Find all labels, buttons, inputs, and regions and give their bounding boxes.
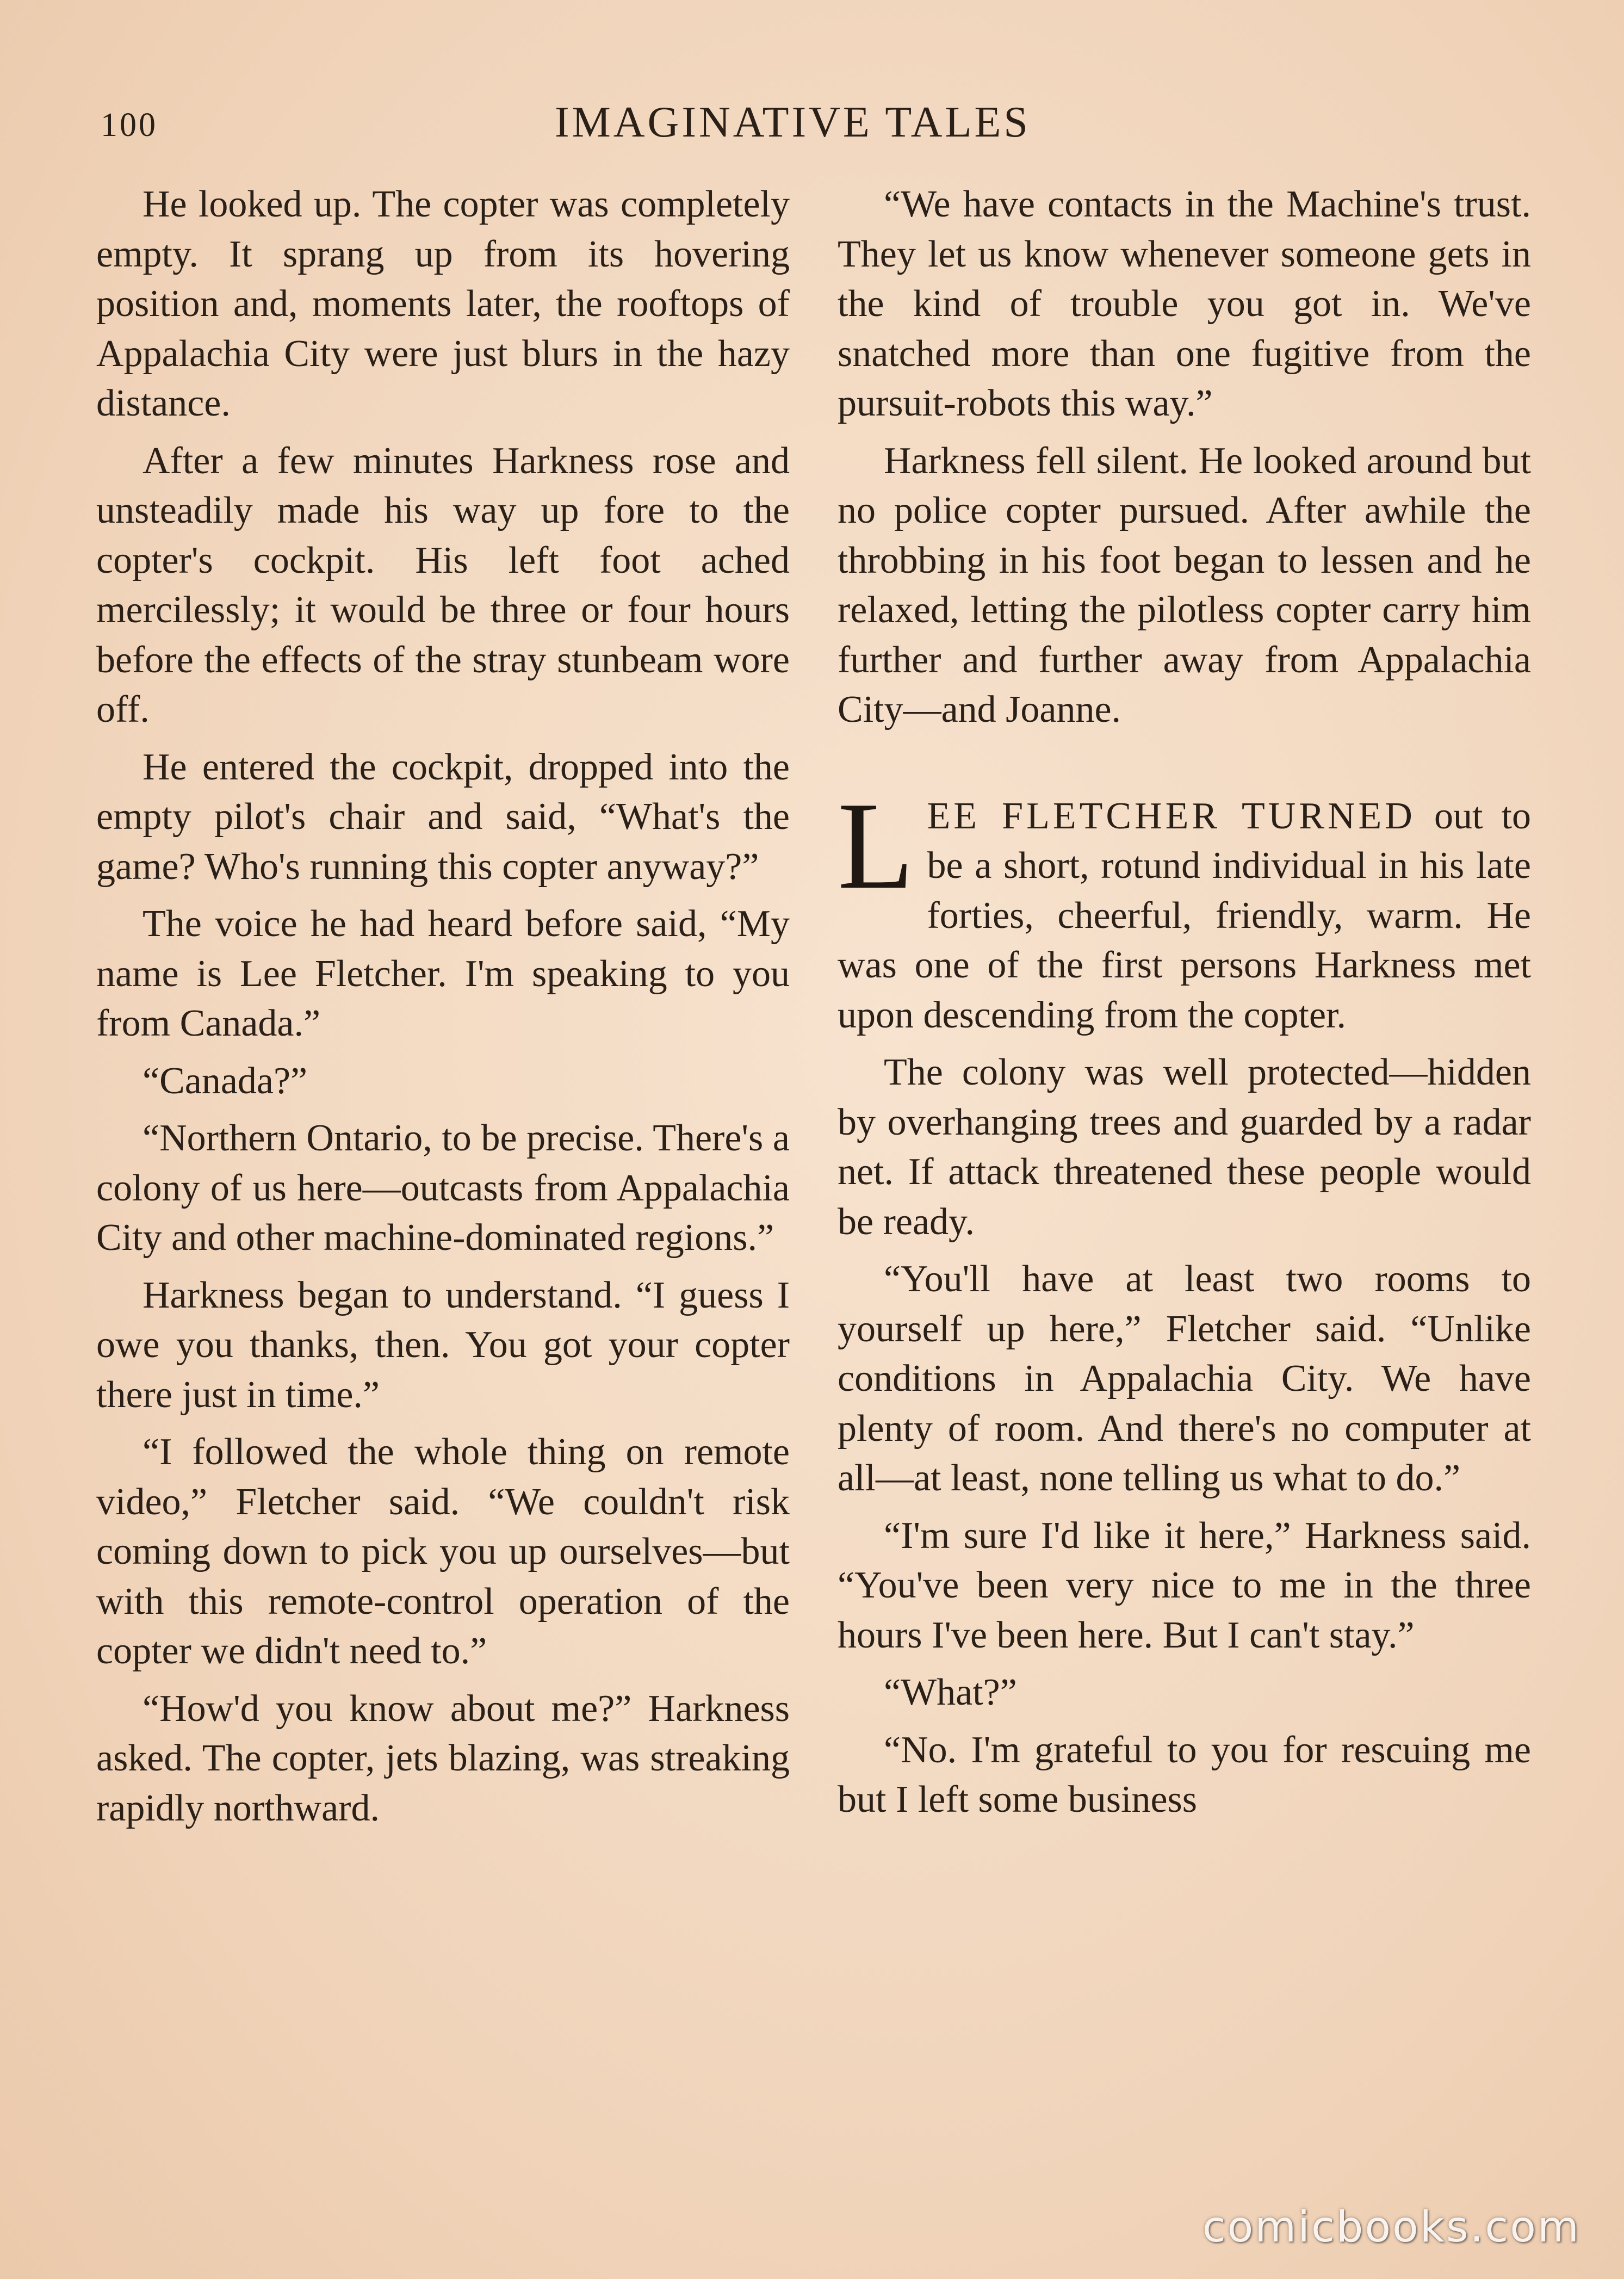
page-number: 100 [101, 107, 158, 144]
left-column [96, 179, 790, 1841]
paragraph: “No. I'm grateful to you for rescuing me but I left some business [838, 1729, 1531, 1820]
paragraph: The colony was well protected—hidden by overhanging trees and guarded by a radar net. If attack threatened these people would be ready. [838, 1051, 1531, 1243]
paragraph: Harkness fell silent. He looked around but no police copter pursued. After awhile the throbbing in his foot began to lessen and he relaxed, letting the pilotless copter carry him further and further away from Appalachia City—and Joanne. [838, 439, 1531, 730]
paragraph: “I'm sure I'd like it here,” Harkness said. “You've been very nice to me in the three hours I've been here. But I can't stay.” [838, 1514, 1531, 1656]
paragraph: After a few minutes Harkness rose and unsteadily made his way up fore to the copter's cockpit. His left foot ached mercilessly; it would be three or four hours before the effects of the stray stunbeam wore off. [96, 439, 790, 730]
paragraph: “I followed the whole thing on remote video,” Fletcher said. “We couldn't risk coming down to pick you up ourselves—but with this remote-control operation of the copter we didn't need to.” [96, 1431, 790, 1672]
paragraph: “What?” [884, 1671, 1017, 1713]
paragraph: “Northern Ontario, to be precise. There's a colony of us here—outcasts from Appalachia City and other machine-dominated regions.” [96, 1117, 790, 1259]
paragraph: “We have contacts in the Machine's trust. They let us know whenever someone gets in the kind of trouble you got in. We've snatched more than one fugitive from the pursuit-robots this way.” [838, 183, 1531, 424]
paragraph: “You'll have at least two rooms to yourself up here,” Fletcher said. “Unlike conditions in Appalachia City. We have plenty of room. And there's no computer at all—at least, none telling us what to do.” [838, 1258, 1531, 1499]
paragraph: “How'd you know about me?” Harkness asked. The copter, jets blazing, was streaking rapidly northward. [96, 1687, 790, 1829]
section-break [838, 742, 1531, 791]
paragraph: “Canada?” [142, 1060, 308, 1102]
section-opening-paragraph [838, 776, 1531, 1041]
right-column [838, 179, 1531, 1832]
paragraph: The voice he had heard before said, “My name is Lee Fletcher. I'm speaking to you from Canada.” [96, 903, 790, 1044]
paragraph: Harkness began to understand. “I guess I owe you thanks, then. You got your copter there just in time.” [96, 1274, 790, 1416]
paragraph: He entered the cockpit, dropped into the empty pilot's chair and said, “What's the game? Who's running this copter anyway?” [96, 746, 790, 888]
lead-in: EE FLETCHER TURNED [927, 795, 1416, 837]
paragraph: He looked up. The copter was completely empty. It sprang up from its hovering position and, moments later, the rooftops of Appalachia City were just blurs in the hazy distance. [96, 183, 790, 424]
running-head: IMAGINATIVE TALES [555, 98, 1031, 146]
lead-in-continuation: out to be a short, rotund individual in his late forties, cheerful, friendly, warm. He was one of the first persons Harkness met upon descending from the copter. [838, 795, 1531, 1036]
watermark: comicbooks.com [1202, 2203, 1580, 2252]
drop-cap: L [838, 776, 914, 915]
